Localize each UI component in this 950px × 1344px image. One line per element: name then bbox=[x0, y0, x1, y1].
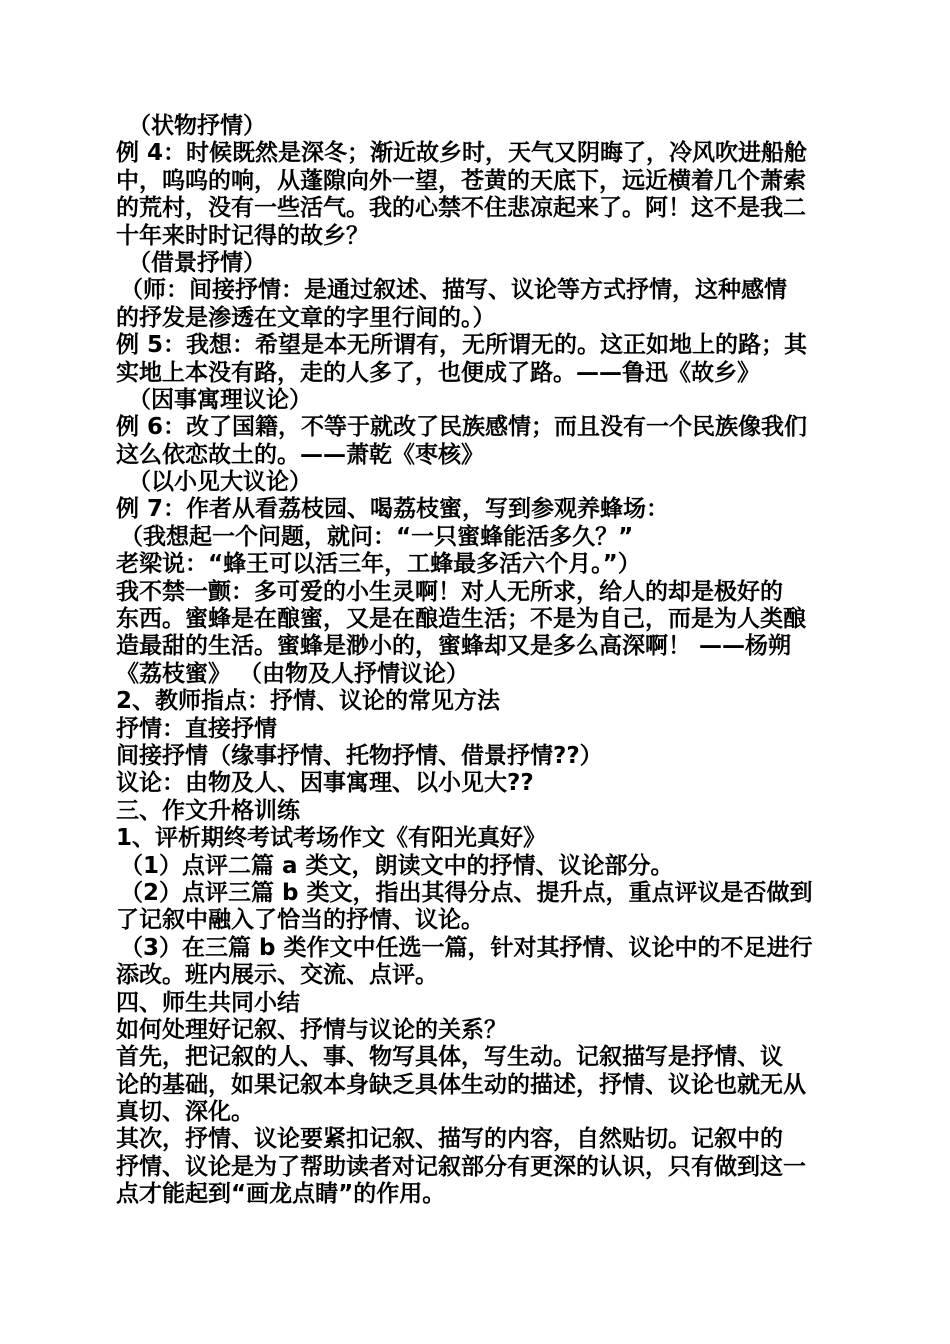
text-line: （因事寓理议论） bbox=[128, 386, 312, 413]
text-line: （借景抒情） bbox=[128, 249, 266, 276]
text-line: 《荔枝蜜》 （由物及人抒情议论） bbox=[116, 660, 470, 687]
text-line: 首先，把记叙的人、事、物写具体，写生动。记叙描写是抒情、议 bbox=[116, 1044, 783, 1071]
text-line: 我不禁一颤：多可爱的小生灵啊！对人无所求，给人的却是极好的 bbox=[116, 578, 783, 605]
text-line: 点才能起到“画龙点睛”的作用。 bbox=[116, 1181, 446, 1208]
text-line: （状物抒情） bbox=[128, 113, 266, 139]
text-line: 造最甜的生活。蜜蜂是渺小的，蜜蜂却又是多么高深啊！ ——杨朔 bbox=[116, 633, 792, 660]
text-line: （我想起一个问题，就问：“一只蜜蜂能活多久？” bbox=[120, 523, 634, 550]
text-line: 的荒村，没有一些活气。我的心禁不住悲凉起来了。阿！这不是我二 bbox=[116, 195, 806, 222]
text-line: 间接抒情（缘事抒情、托物抒情、借景抒情??） bbox=[116, 742, 603, 769]
text-line: 议论：由物及人、因事寓理、以小见大?? bbox=[116, 770, 534, 797]
text-line: 实地上本没有路，走的人多了，也便成了路。——鲁迅《故乡》 bbox=[116, 359, 760, 386]
text-line: 2、教师指点：抒情、议论的常见方法 bbox=[116, 688, 501, 715]
text-line: 东西。蜜蜂是在酿蜜，又是在酿造生活；不是为自己，而是为人类酿 bbox=[116, 606, 806, 633]
text-line: 例 6：改了国籍，不等于就改了民族感情；而且没有一个民族像我们 bbox=[116, 414, 808, 441]
text-line: 真切、深化。 bbox=[116, 1099, 254, 1126]
text-line: （以小见大议论） bbox=[128, 469, 312, 496]
text-line: 抒情：直接抒情 bbox=[116, 715, 277, 742]
document-body bbox=[116, 113, 836, 1209]
text-line: 的抒发是渗透在文章的字里行间的。） bbox=[116, 304, 496, 331]
text-line: 抒情、议论是为了帮助读者对记叙部分有更深的认识，只有做到这一 bbox=[116, 1153, 806, 1180]
text-line: 三、作文升格训练 bbox=[116, 797, 300, 824]
text-line: 例 5：我想：希望是本无所谓有，无所谓无的。这正如地上的路；其 bbox=[116, 332, 808, 359]
text-line: （2）点评三篇 b 类文，指出其得分点、提升点，重点评议是否做到 bbox=[120, 879, 813, 906]
text-line: 这么依恋故土的。——萧乾《枣核》 bbox=[116, 441, 484, 468]
text-line: 中，呜呜的响，从蓬隙向外一望，苍黄的天底下，远近横着几个萧索 bbox=[116, 167, 806, 194]
text-line: 1、评析期终考试考场作文《有阳光真好》 bbox=[116, 825, 547, 852]
text-line: 例 7：作者从看荔枝园、喝荔枝蜜，写到参观养蜂场： bbox=[116, 496, 670, 523]
text-line: （3）在三篇 b 类作文中任选一篇，针对其抒情、议论中的不足进行 bbox=[120, 934, 813, 961]
text-line: 例 4：时候既然是深冬；渐近故乡时，天气又阴晦了，冷风吹进船舱 bbox=[116, 140, 808, 167]
text-line: 如何处理好记叙、抒情与议论的关系？ bbox=[116, 1016, 507, 1043]
text-line: 其次，抒情、议论要紧扣记叙、描写的内容，自然贴切。记叙中的 bbox=[116, 1126, 783, 1153]
text-line: 十年来时时记得的故乡？ bbox=[116, 222, 369, 249]
text-line: 论的基础，如果记叙本身缺乏具体生动的描述，抒情、议论也就无从 bbox=[116, 1071, 806, 1098]
text-line: （师：间接抒情：是通过叙述、描写、议论等方式抒情，这种感情 bbox=[120, 277, 787, 304]
text-line: 了记叙中融入了恰当的抒情、议论。 bbox=[116, 907, 484, 934]
text-line: （1）点评二篇 a 类文，朗读文中的抒情、议论部分。 bbox=[120, 852, 674, 879]
text-line: 添改。班内展示、交流、点评。 bbox=[116, 962, 438, 989]
text-line: 四、师生共同小结 bbox=[116, 989, 300, 1016]
text-line: 老梁说：“蜂王可以活三年，工蜂最多活六个月。”） bbox=[116, 551, 641, 578]
